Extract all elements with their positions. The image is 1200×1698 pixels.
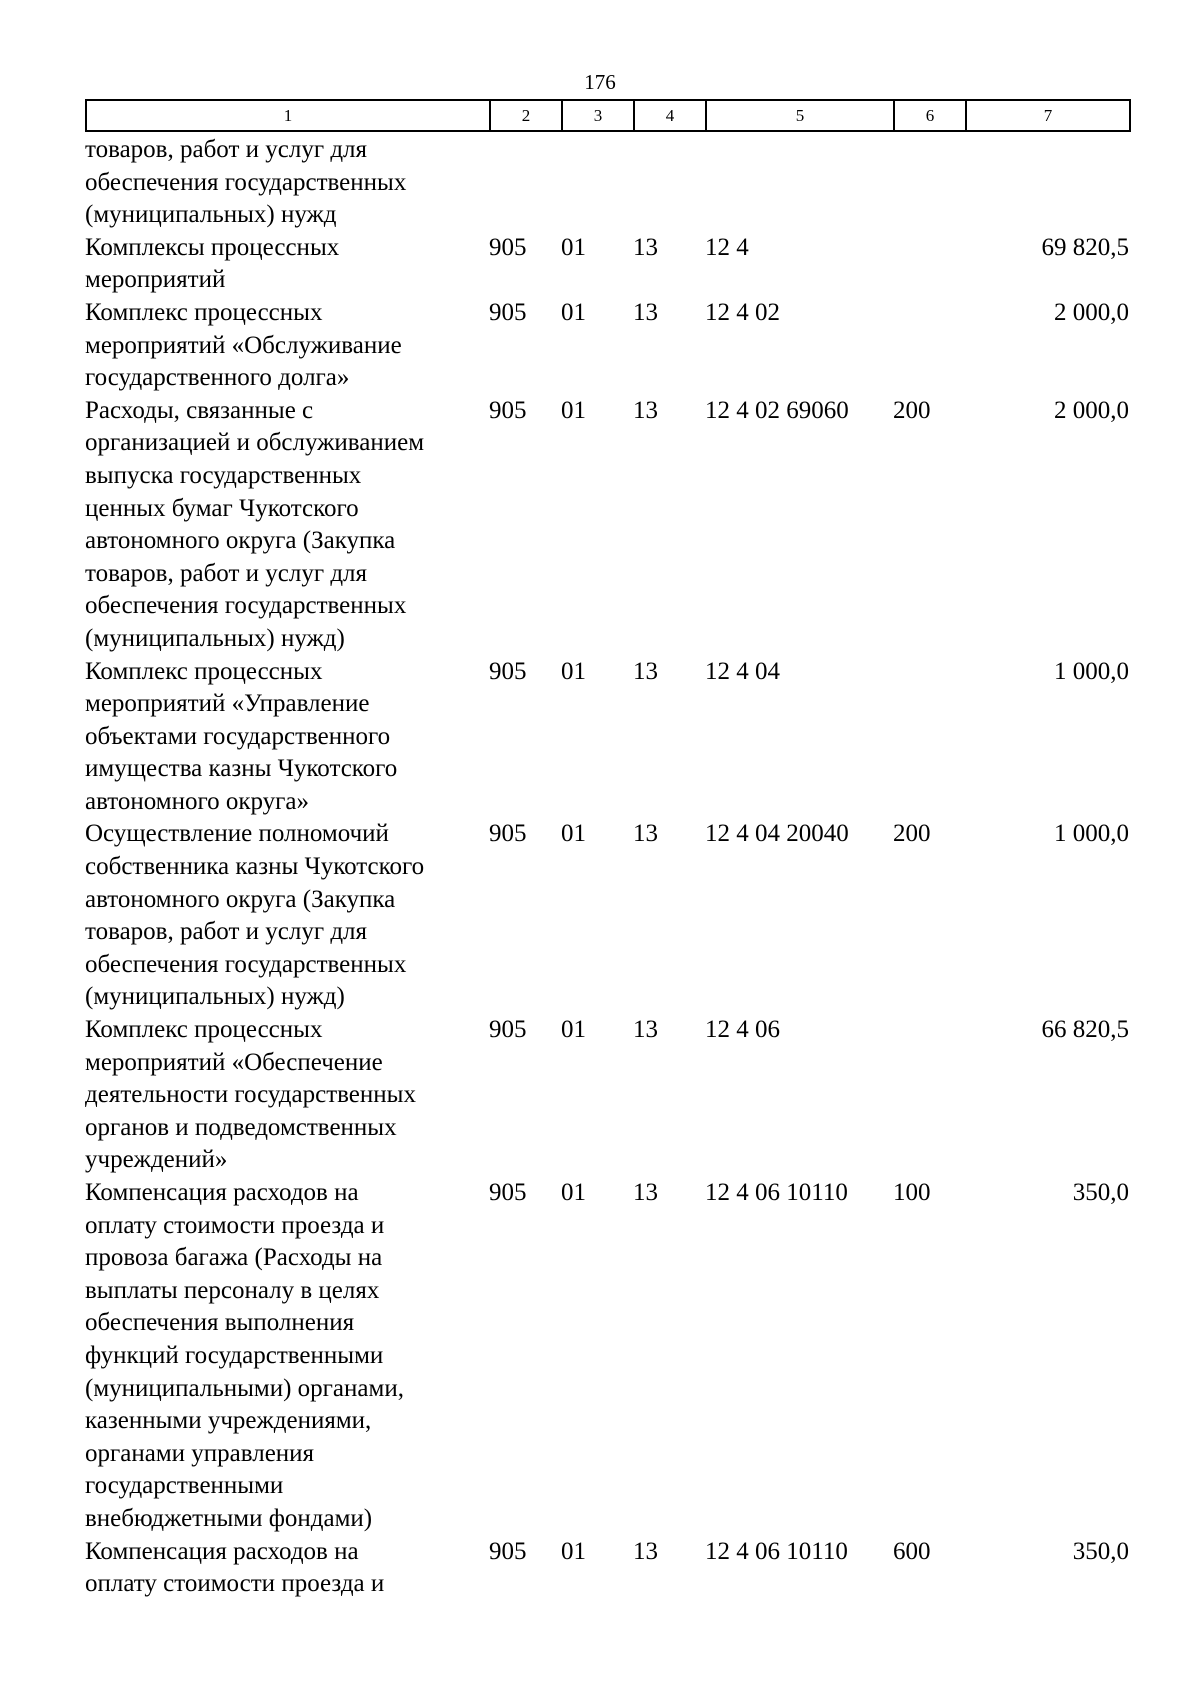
page-number: 176 — [584, 70, 616, 94]
row-amount: 1 000,0 — [1054, 657, 1129, 685]
row-amount: 1 000,0 — [1054, 820, 1129, 848]
budget-table — [85, 134, 1129, 1601]
row-ministry-code: 905 — [489, 1016, 527, 1044]
row-section: 01 — [561, 298, 586, 326]
row-target-article: 12 4 04 — [705, 657, 780, 685]
table-row — [85, 395, 1129, 656]
row-target-article: 12 4 — [705, 233, 749, 261]
header-col-3: 3 — [562, 100, 634, 131]
row-subsection: 13 — [633, 298, 658, 326]
table-row — [85, 232, 1129, 297]
row-description: Комплекс процессных мероприятий «Обслуживание государственного долга» — [85, 298, 402, 392]
row-ministry-code: 905 — [489, 820, 527, 848]
row-expense-type: 600 — [893, 1537, 931, 1565]
table-row — [85, 818, 1129, 1014]
table-header — [85, 99, 1131, 132]
row-expense-type — [893, 1014, 965, 1177]
header-col-6: 6 — [894, 100, 966, 131]
row-amount — [965, 134, 1129, 232]
row-expense-type — [893, 297, 965, 395]
header-col-4: 4 — [634, 100, 706, 131]
row-description: Комплекс процессных мероприятий «Обеспечение деятельности государственных органов и подведомственных учреждений» — [85, 1016, 416, 1174]
row-ministry-code: 905 — [489, 1537, 527, 1565]
row-target-article: 12 4 06 10110 — [705, 1537, 848, 1565]
row-subsection — [633, 134, 705, 232]
row-target-article: 12 4 06 10110 — [705, 1179, 848, 1206]
row-amount: 350,0 — [1072, 1537, 1129, 1565]
header-col-2: 2 — [490, 100, 562, 131]
row-expense-type — [893, 134, 965, 232]
row-amount: 69 820,5 — [1041, 233, 1129, 261]
header-col-7: 7 — [966, 100, 1130, 131]
row-section: 01 — [561, 1016, 586, 1044]
row-ministry-code: 905 — [489, 1179, 527, 1206]
row-subsection: 13 — [633, 396, 658, 424]
table-row — [85, 297, 1129, 395]
row-description: Компенсация расходов на оплату стоимости проезда и провоза багажа (Расходы на выплаты персоналу в целях обеспечения выполнения функций государственными (муниципальными) органами, казенными учреждениями, органами управления государственными внебюджетными фондами) — [85, 1179, 404, 1532]
table-row — [85, 656, 1129, 819]
row-target-article — [705, 134, 893, 232]
row-description: Комплекс процессных мероприятий «Управление объектами государственного имущества казны Чукотского автономного округа» — [85, 657, 398, 815]
row-amount: 2 000,0 — [1054, 396, 1129, 424]
row-subsection: 13 — [633, 1179, 658, 1206]
row-amount: 350,0 — [1072, 1179, 1129, 1206]
row-section: 01 — [561, 657, 586, 685]
row-amount: 66 820,5 — [1041, 1016, 1129, 1044]
table-row — [85, 1177, 1129, 1536]
row-ministry-code: 905 — [489, 657, 527, 685]
row-ministry-code: 905 — [489, 233, 527, 261]
row-description: товаров, работ и услуг для обеспечения государственных (муниципальных) нужд — [85, 136, 407, 229]
row-ministry-code — [489, 134, 561, 232]
row-ministry-code: 905 — [489, 298, 527, 326]
row-section — [561, 134, 633, 232]
row-subsection: 13 — [633, 1016, 658, 1044]
row-target-article: 12 4 06 — [705, 1016, 780, 1044]
table-row — [85, 134, 1129, 232]
row-expense-type — [893, 232, 965, 297]
row-target-article: 12 4 02 69060 — [705, 396, 849, 424]
row-amount: 2 000,0 — [1054, 298, 1129, 326]
row-section: 01 — [561, 233, 586, 261]
header-col-1: 1 — [86, 100, 490, 131]
row-section: 01 — [561, 1537, 586, 1565]
row-description: Комплексы процессных мероприятий — [85, 233, 340, 294]
row-expense-type: 200 — [893, 396, 931, 424]
header-col-5: 5 — [706, 100, 894, 131]
row-expense-type: 200 — [893, 820, 931, 848]
row-target-article: 12 4 02 — [705, 298, 780, 326]
row-section: 01 — [561, 820, 586, 848]
table-row — [85, 1014, 1129, 1177]
row-section: 01 — [561, 396, 586, 424]
row-subsection: 13 — [633, 1537, 658, 1565]
row-section: 01 — [561, 1179, 586, 1206]
row-description: Расходы, связанные с организацией и обслуживанием выпуска государственных ценных бумаг Чукотского автономного округа (Закупка товаров, работ и услуг для обеспечения государственных (муниципальных) нужд) — [85, 396, 425, 652]
row-subsection: 13 — [633, 657, 658, 685]
row-target-article: 12 4 04 20040 — [705, 820, 849, 848]
row-subsection: 13 — [633, 820, 658, 848]
row-subsection: 13 — [633, 233, 658, 261]
row-description: Компенсация расходов на оплату стоимости проезда и — [85, 1537, 385, 1598]
row-description: Осуществление полномочий собственника казны Чукотского автономного округа (Закупка товаров, работ и услуг для обеспечения государственных (муниципальных) нужд) — [85, 820, 425, 1011]
table-row — [85, 1536, 1129, 1601]
row-expense-type — [893, 656, 965, 819]
row-ministry-code: 905 — [489, 396, 527, 424]
row-expense-type: 100 — [893, 1179, 931, 1206]
